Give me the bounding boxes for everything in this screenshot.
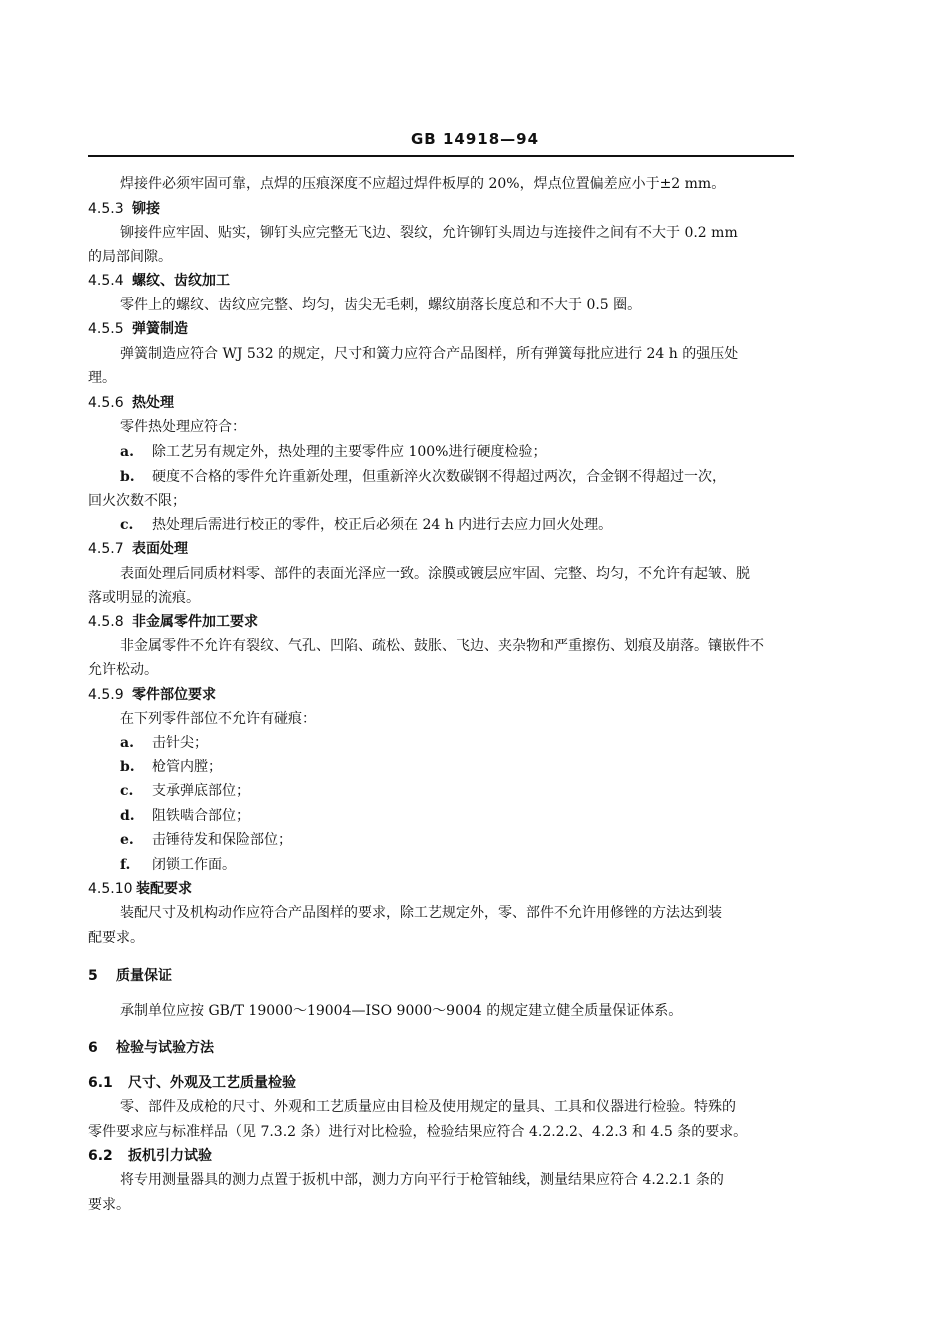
list-item-text: 阻铁啮合部位； — [152, 808, 250, 824]
subsection-heading — [88, 1146, 212, 1166]
paragraph-line: 理。 — [88, 370, 116, 386]
section-title: 零件部位要求 — [132, 687, 216, 703]
chapter-title: 检验与试验方法 — [116, 1040, 214, 1056]
section-title: 表面处理 — [132, 541, 188, 557]
paragraph-line: 零件要求应与标准样品（见 7.3.2 条）进行对比检验，检验结果应符合 4.2.2.2、4.2.3 和 4.5 条的要求。 — [88, 1124, 748, 1140]
paragraph-line: 焊接件必须牢固可靠，点焊的压痕深度不应超过焊件板厚的 20%，焊点位置偏差应小于±2 mm。 — [120, 176, 726, 192]
chapter-title: 质量保证 — [116, 968, 172, 984]
section-heading — [88, 612, 258, 632]
paragraph-line: 零件热处理应符合： — [120, 419, 246, 435]
chapter-number: 5 — [88, 968, 98, 984]
list-marker: c. — [120, 783, 134, 799]
section-title: 非金属零件加工要求 — [132, 614, 258, 630]
paragraph-line: 承制单位应按 GB/T 19000～19004—ISO 9000～9004 的规定建立健全质量保证体系。 — [120, 1003, 683, 1019]
subsection-number: 6.2 — [88, 1148, 113, 1164]
paragraph-line: 落或明显的流痕。 — [88, 590, 200, 606]
paragraph-line: 回火次数不限； — [88, 493, 186, 509]
list-item — [120, 733, 208, 753]
list-marker: b. — [120, 759, 135, 775]
section-heading — [88, 879, 192, 899]
list-item — [120, 806, 250, 826]
paragraph-line: 配要求。 — [88, 930, 144, 946]
section-number: 4.5.9 — [88, 687, 124, 703]
section-number: 4.5.4 — [88, 273, 124, 289]
list-item — [120, 855, 236, 875]
section-heading — [88, 199, 160, 219]
section-number: 4.5.8 — [88, 614, 124, 630]
paragraph-line: 的局部间隙。 — [88, 249, 172, 265]
section-title: 螺纹、齿纹加工 — [132, 273, 230, 289]
paragraph-line: 零件上的螺纹、齿纹应完整、均匀，齿尖无毛刺，螺纹崩落长度总和不大于 0.5 圈。 — [120, 297, 642, 313]
list-item-text: 枪管内膛； — [152, 759, 222, 775]
list-item-text: 除工艺另有规定外，热处理的主要零件应 100%进行硬度检验； — [152, 444, 547, 460]
list-item — [120, 515, 612, 535]
paragraph-line: 表面处理后同质材料零、部件的表面光泽应一致。涂膜或镀层应牢固、完整、均匀，不允许有起皱、脱 — [120, 566, 750, 582]
paragraph-line: 允许松动。 — [88, 662, 158, 678]
section-title: 铆接 — [132, 201, 160, 217]
header-rule — [88, 155, 794, 157]
list-marker: b. — [120, 469, 135, 485]
section-heading — [88, 319, 188, 339]
paragraph-line: 装配尺寸及机构动作应符合产品图样的要求，除工艺规定外，零、部件不允许用修锉的方法达到装 — [120, 905, 722, 921]
list-item-text: 闭锁工作面。 — [152, 857, 236, 873]
list-marker: a. — [120, 444, 134, 460]
section-number: 4.5.5 — [88, 321, 124, 337]
section-heading — [88, 685, 216, 705]
list-marker: d. — [120, 808, 135, 824]
subsection-title: 尺寸、外观及工艺质量检验 — [128, 1075, 296, 1091]
section-number: 4.5.10 — [88, 881, 133, 897]
chapter-heading — [88, 966, 172, 986]
section-heading — [88, 271, 230, 291]
paragraph-line: 弹簧制造应符合 WJ 532 的规定，尺寸和簧力应符合产品图样，所有弹簧每批应进行 24 h 的强压处 — [120, 346, 739, 362]
list-marker: e. — [120, 832, 134, 848]
list-item — [120, 830, 292, 850]
list-item-text: 热处理后需进行校正的零件，校正后必须在 24 h 内进行去应力回火处理。 — [152, 517, 613, 533]
list-item-text: 硬度不合格的零件允许重新处理，但重新淬火次数碳钢不得超过两次，合金钢不得超过一次， — [152, 469, 726, 485]
list-marker: a. — [120, 735, 134, 751]
paragraph-line: 铆接件应牢固、贴实，铆钉头应完整无飞边、裂纹，允许铆钉头周边与连接件之间有不大于 0.2 mm — [120, 225, 738, 241]
subsection-heading — [88, 1073, 296, 1093]
list-item — [120, 467, 726, 487]
paragraph-line: 将专用测量器具的测力点置于扳机中部，测力方向平行于枪管轴线，测量结果应符合 4.2.2.1 条的 — [120, 1172, 724, 1188]
section-heading — [88, 393, 174, 413]
section-number: 4.5.3 — [88, 201, 124, 217]
section-number: 4.5.7 — [88, 541, 124, 557]
list-item-text: 击针尖； — [152, 735, 208, 751]
list-marker: c. — [120, 517, 134, 533]
paragraph-line: 在下列零件部位不允许有碰痕： — [120, 711, 316, 727]
subsection-number: 6.1 — [88, 1075, 113, 1091]
paragraph-line: 要求。 — [88, 1197, 130, 1213]
section-title: 热处理 — [132, 395, 174, 411]
list-item — [120, 781, 250, 801]
list-item-text: 支承弹底部位； — [152, 783, 250, 799]
section-number: 4.5.6 — [88, 395, 124, 411]
chapter-number: 6 — [88, 1040, 98, 1056]
section-title: 装配要求 — [136, 881, 192, 897]
list-marker: f. — [120, 857, 131, 873]
section-title: 弹簧制造 — [132, 321, 188, 337]
section-heading — [88, 539, 188, 559]
paragraph-line: 非金属零件不允许有裂纹、气孔、凹陷、疏松、鼓胀、飞边、夹杂物和严重擦伤、划痕及崩落。镶嵌件不 — [120, 638, 764, 654]
paragraph-line: 零、部件及成枪的尺寸、外观和工艺质量应由目检及使用规定的量具、工具和仪器进行检验。特殊的 — [120, 1099, 736, 1115]
list-item — [120, 442, 546, 462]
chapter-heading — [88, 1038, 214, 1058]
list-item-text: 击锤待发和保险部位； — [152, 832, 292, 848]
list-item — [120, 757, 222, 777]
subsection-title: 扳机引力试验 — [128, 1148, 212, 1164]
page-header: GB 14918—94 — [410, 130, 540, 148]
